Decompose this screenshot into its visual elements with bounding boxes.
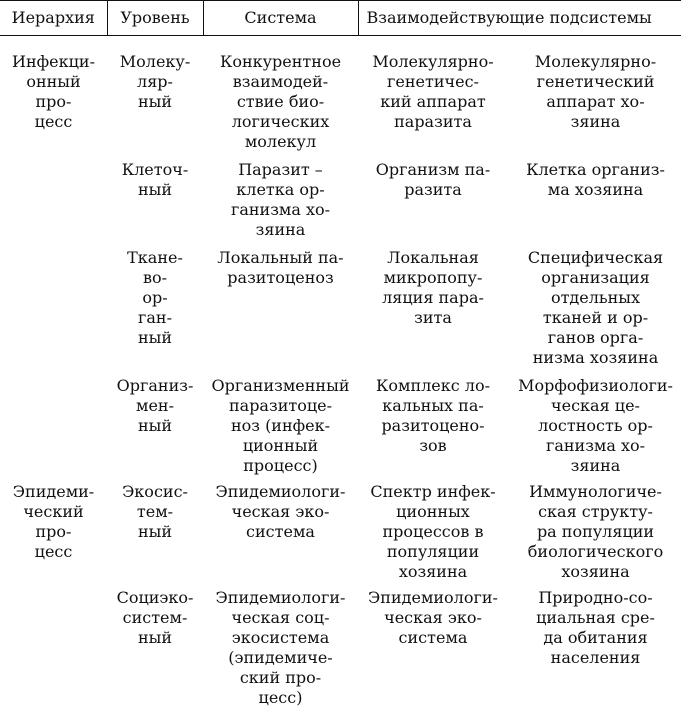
cell-line: лостность ор- — [514, 416, 677, 436]
cell-line: низма хозяина — [514, 348, 677, 368]
cell-line: кий аппарат — [362, 92, 504, 112]
cell-line: популяции — [362, 542, 504, 562]
cell-line: ганизма хо- — [514, 436, 677, 456]
header-hierarchy: Иерархия — [0, 1, 107, 36]
cell-line: Локальный па- — [207, 248, 354, 268]
cell-line: во- — [111, 268, 199, 288]
cell-line: ганизма хо- — [207, 200, 354, 220]
cell-line: Локальная — [362, 248, 504, 268]
cell-line: Молекулярно- — [362, 52, 504, 72]
cell-line: циальная сре- — [514, 608, 677, 628]
cell-line: Иммунологиче- — [514, 482, 677, 502]
cell-line: онный — [2, 72, 105, 92]
cell-line: Спектр инфек- — [362, 482, 504, 502]
cell-line: Природно-со- — [514, 588, 677, 608]
cell-line: цесс) — [207, 688, 354, 708]
level-cell — [107, 158, 203, 246]
cell-line: ческая эко- — [362, 608, 504, 628]
cell-line: отдельных — [514, 288, 677, 308]
cell-line: процессов в — [362, 522, 504, 542]
cell-line: зяина — [207, 220, 354, 240]
cell-line: генетичес- — [362, 72, 504, 92]
cell-line: ор- — [111, 288, 199, 308]
cell-line: взаимодей- — [207, 72, 354, 92]
cell-line: Организменный — [207, 376, 354, 396]
cell-line: паразитоце- — [207, 396, 354, 416]
hierarchy-cell — [0, 36, 107, 159]
cell-line: ляция пара- — [362, 288, 504, 308]
parasite-subsystem-cell — [358, 374, 508, 480]
system-cell — [203, 374, 358, 480]
cell-line: Эпидемиологи- — [207, 588, 354, 608]
cell-line: Клетка организ- — [514, 160, 677, 180]
table-header-row — [0, 1, 681, 36]
cell-line: биологического — [514, 542, 677, 562]
cell-line: ма хозяина — [514, 180, 677, 200]
cell-line: хозяина — [514, 562, 677, 582]
cell-line: Молекулярно- — [514, 52, 677, 72]
header-subsystems: Взаимодействующие подсистемы — [358, 1, 681, 36]
host-subsystem-cell — [508, 158, 681, 246]
cell-line: про- — [2, 522, 105, 542]
cell-line: система — [207, 522, 354, 542]
system-cell — [203, 158, 358, 246]
cell-line: ра популяции — [514, 522, 677, 542]
cell-line: экосистема — [207, 628, 354, 648]
cell-line: Ткане- — [111, 248, 199, 268]
cell-line: молекул — [207, 132, 354, 152]
cell-line: ционный — [207, 436, 354, 456]
table-row — [0, 246, 681, 374]
table-row — [0, 36, 681, 159]
table-row — [0, 480, 681, 586]
hierarchy-cell — [0, 480, 107, 586]
cell-line: населения — [514, 648, 677, 668]
cell-line: ционных — [362, 502, 504, 522]
cell-line: генетический — [514, 72, 677, 92]
cell-line: ный — [111, 628, 199, 648]
cell-line: ческий — [2, 502, 105, 522]
cell-line: ный — [111, 92, 199, 112]
cell-line: разитоцено- — [362, 416, 504, 436]
cell-line: да обитания — [514, 628, 677, 648]
cell-line: ский про- — [207, 668, 354, 688]
table-body — [0, 36, 681, 708]
level-cell — [107, 374, 203, 480]
cell-line: Комплекс ло- — [362, 376, 504, 396]
cell-line: паразита — [362, 112, 504, 132]
cell-line: микропопу- — [362, 268, 504, 288]
cell-line: ляр- — [111, 72, 199, 92]
cell-line: Морфофизиологи- — [514, 376, 677, 396]
cell-line: ческая эко- — [207, 502, 354, 522]
cell-line: (эпидемиче- — [207, 648, 354, 668]
host-subsystem-cell — [508, 246, 681, 374]
cell-line: Организм па- — [362, 160, 504, 180]
cell-line: ческая соц- — [207, 608, 354, 628]
cell-line: ганов орга- — [514, 328, 677, 348]
header-system: Система — [203, 1, 358, 36]
cell-line: Социэко- — [111, 588, 199, 608]
cell-line: зов — [362, 436, 504, 456]
cell-line: тем- — [111, 502, 199, 522]
host-subsystem-cell — [508, 480, 681, 586]
cell-line: ный — [111, 522, 199, 542]
table-row — [0, 374, 681, 480]
cell-line: тканей и ор- — [514, 308, 677, 328]
parasite-subsystem-cell — [358, 246, 508, 374]
parasite-subsystem-cell — [358, 480, 508, 586]
system-cell — [203, 246, 358, 374]
cell-line: ган- — [111, 308, 199, 328]
cell-line: кальных па- — [362, 396, 504, 416]
cell-line: Молеку- — [111, 52, 199, 72]
cell-line: Организ- — [111, 376, 199, 396]
cell-line: хозяина — [362, 562, 504, 582]
hierarchy-cell — [0, 374, 107, 480]
cell-line: зяина — [514, 112, 677, 132]
hierarchy-cell — [0, 246, 107, 374]
level-cell — [107, 480, 203, 586]
cell-line: ный — [111, 180, 199, 200]
cell-line: ствие био- — [207, 92, 354, 112]
cell-line: мен- — [111, 396, 199, 416]
cell-line: Конкурентное — [207, 52, 354, 72]
cell-line: цесс — [2, 542, 105, 562]
cell-line: организация — [514, 268, 677, 288]
cell-line: систем- — [111, 608, 199, 628]
cell-line: зита — [362, 308, 504, 328]
cell-line: ный — [111, 328, 199, 348]
cell-line: Эпидемиологи- — [207, 482, 354, 502]
level-cell — [107, 36, 203, 159]
cell-line: ская структу- — [514, 502, 677, 522]
system-cell — [203, 36, 358, 159]
cell-line: клетка ор- — [207, 180, 354, 200]
host-subsystem-cell — [508, 36, 681, 159]
cell-line: разита — [362, 180, 504, 200]
cell-line: Экосис- — [111, 482, 199, 502]
cell-line: логических — [207, 112, 354, 132]
cell-line: Паразит – — [207, 160, 354, 180]
table-row — [0, 158, 681, 246]
cell-line: ческая це- — [514, 396, 677, 416]
cell-line: ный — [111, 416, 199, 436]
level-cell — [107, 246, 203, 374]
host-subsystem-cell — [508, 374, 681, 480]
cell-line: цесс — [2, 112, 105, 132]
parasite-subsystem-cell — [358, 36, 508, 159]
cell-line: аппарат хо- — [514, 92, 677, 112]
hierarchy-cell — [0, 158, 107, 246]
cell-line: Инфекци- — [2, 52, 105, 72]
cell-line: Клеточ- — [111, 160, 199, 180]
parasite-subsystem-cell — [358, 158, 508, 246]
cell-line: разитоценоз — [207, 268, 354, 288]
cell-line: Эпидемиологи- — [362, 588, 504, 608]
cell-line: процесс) — [207, 456, 354, 476]
header-level: Уровень — [107, 1, 203, 36]
cell-line: про- — [2, 92, 105, 112]
cell-line: Специфическая — [514, 248, 677, 268]
cell-line: система — [362, 628, 504, 648]
cell-line: ноз (инфек- — [207, 416, 354, 436]
system-cell — [203, 480, 358, 586]
cell-line: Эпидеми- — [2, 482, 105, 502]
cell-line: зяина — [514, 456, 677, 476]
